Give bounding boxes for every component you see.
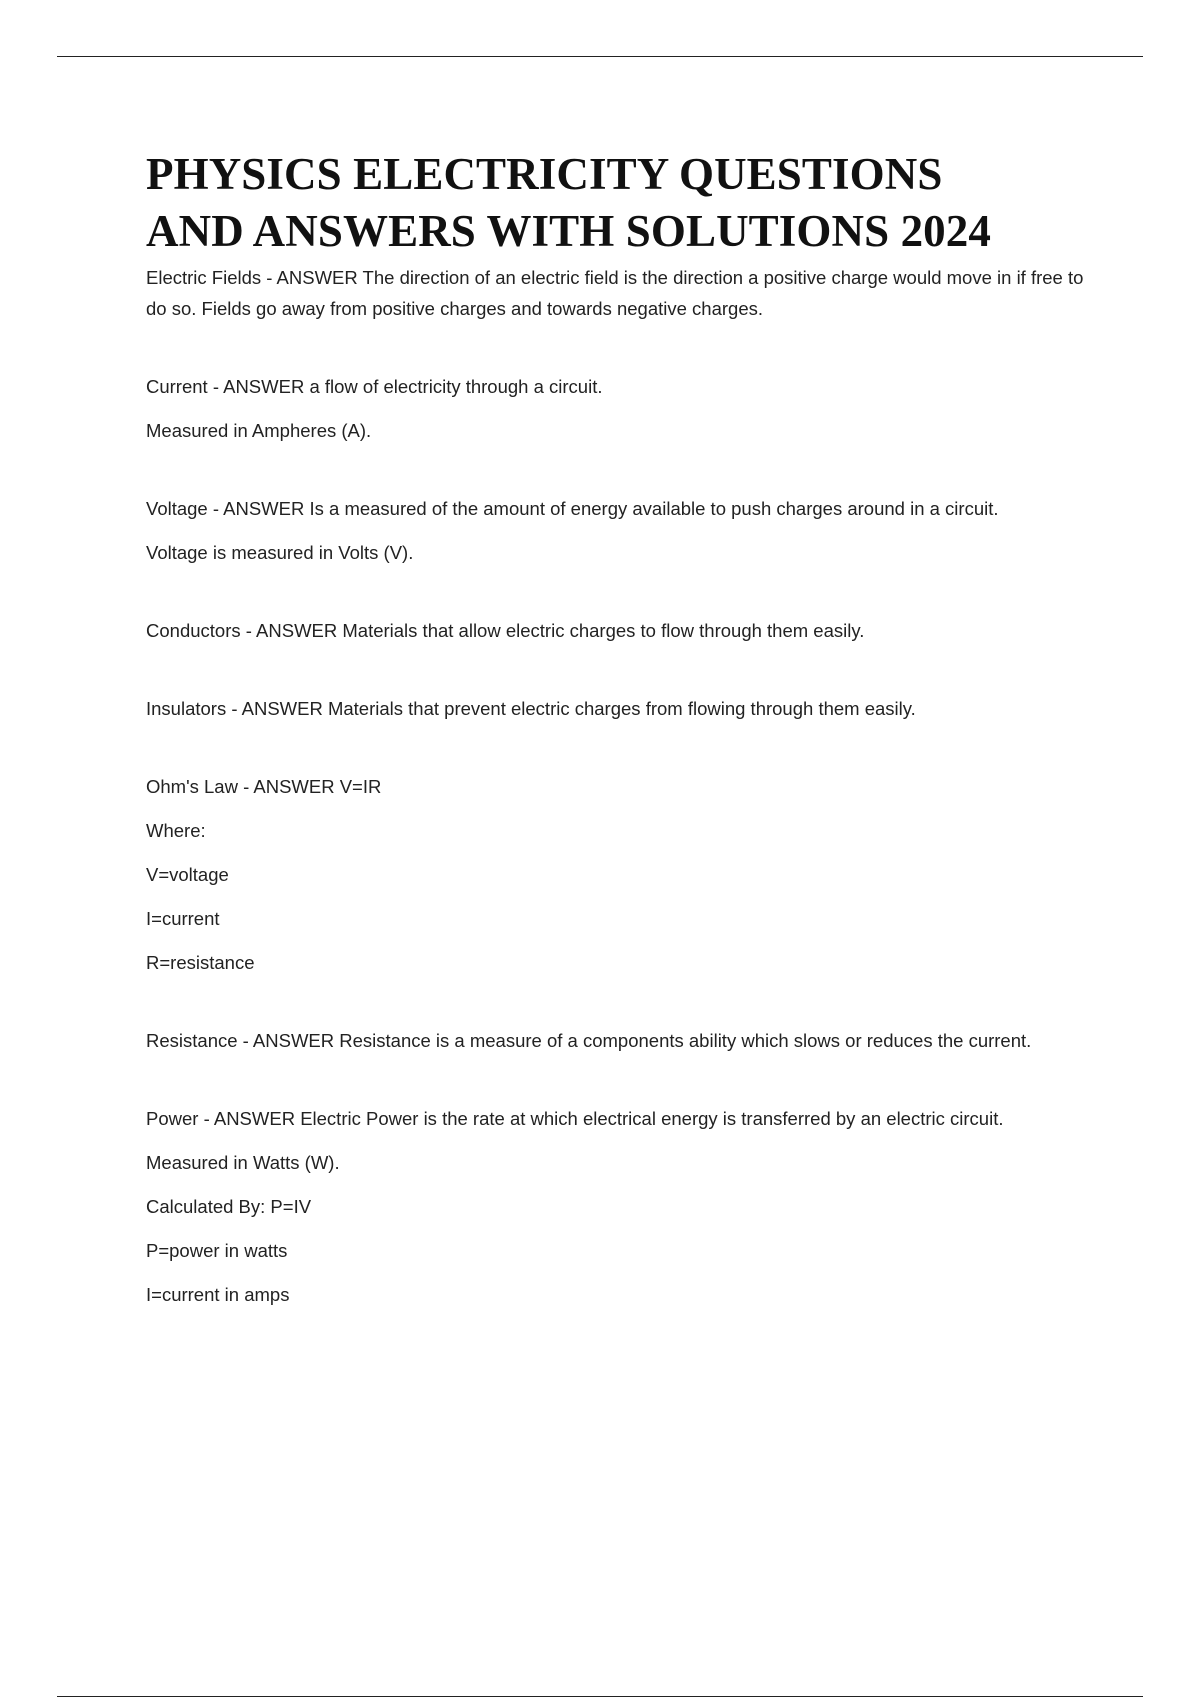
qa-entry-insulators [146,693,1106,724]
entry-text: I=current in amps [146,1284,290,1305]
document-title [146,146,1106,260]
qa-entry-current [146,371,1106,446]
bottom-divider [57,1696,1143,1697]
qa-entry-voltage [146,493,1106,568]
entry-text: Voltage - ANSWER Is a measured of the amount of energy available to push charges around in a circuit. [146,498,999,519]
top-divider [57,56,1143,57]
title-line-2: AND ANSWERS WITH SOLUTIONS 2024 [146,206,991,256]
entry-text: Where: [146,820,206,841]
qa-entry-electric-fields [146,262,1106,324]
qa-entry-resistance [146,1025,1106,1056]
entry-text: V=voltage [146,864,229,885]
entry-text: Power - ANSWER Electric Power is the rate at which electrical energy is transferred by an electric circuit. [146,1108,1004,1129]
entry-text: Conductors - ANSWER Materials that allow electric charges to flow through them easily. [146,620,865,641]
entry-text: Measured in Watts (W). [146,1152,340,1173]
entry-text: I=current [146,908,220,929]
qa-entry-ohms-law [146,771,1106,978]
entry-text: Measured in Ampheres (A). [146,420,372,441]
entry-text: P=power in watts [146,1240,288,1261]
qa-entry-conductors [146,615,1106,646]
entry-text: Resistance - ANSWER Resistance is a measure of a components ability which slows or reduces the current. [146,1030,1032,1051]
entry-text: Voltage is measured in Volts (V). [146,542,414,563]
qa-entry-power [146,1103,1106,1310]
entry-text: R=resistance [146,952,255,973]
entry-text: Electric Fields - ANSWER The direction of an electric field is the direction a positive charge would move in if free to do so. Fields go away from positive charges and towards negative charges. [146,267,1084,319]
entry-text: Current - ANSWER a flow of electricity through a circuit. [146,376,603,397]
title-line-1: PHYSICS ELECTRICITY QUESTIONS [146,149,943,199]
document-body [146,146,1106,1310]
entry-text: Insulators - ANSWER Materials that prevent electric charges from flowing through them easily. [146,698,916,719]
entry-text: Ohm's Law - ANSWER V=IR [146,776,382,797]
entry-text: Calculated By: P=IV [146,1196,312,1217]
